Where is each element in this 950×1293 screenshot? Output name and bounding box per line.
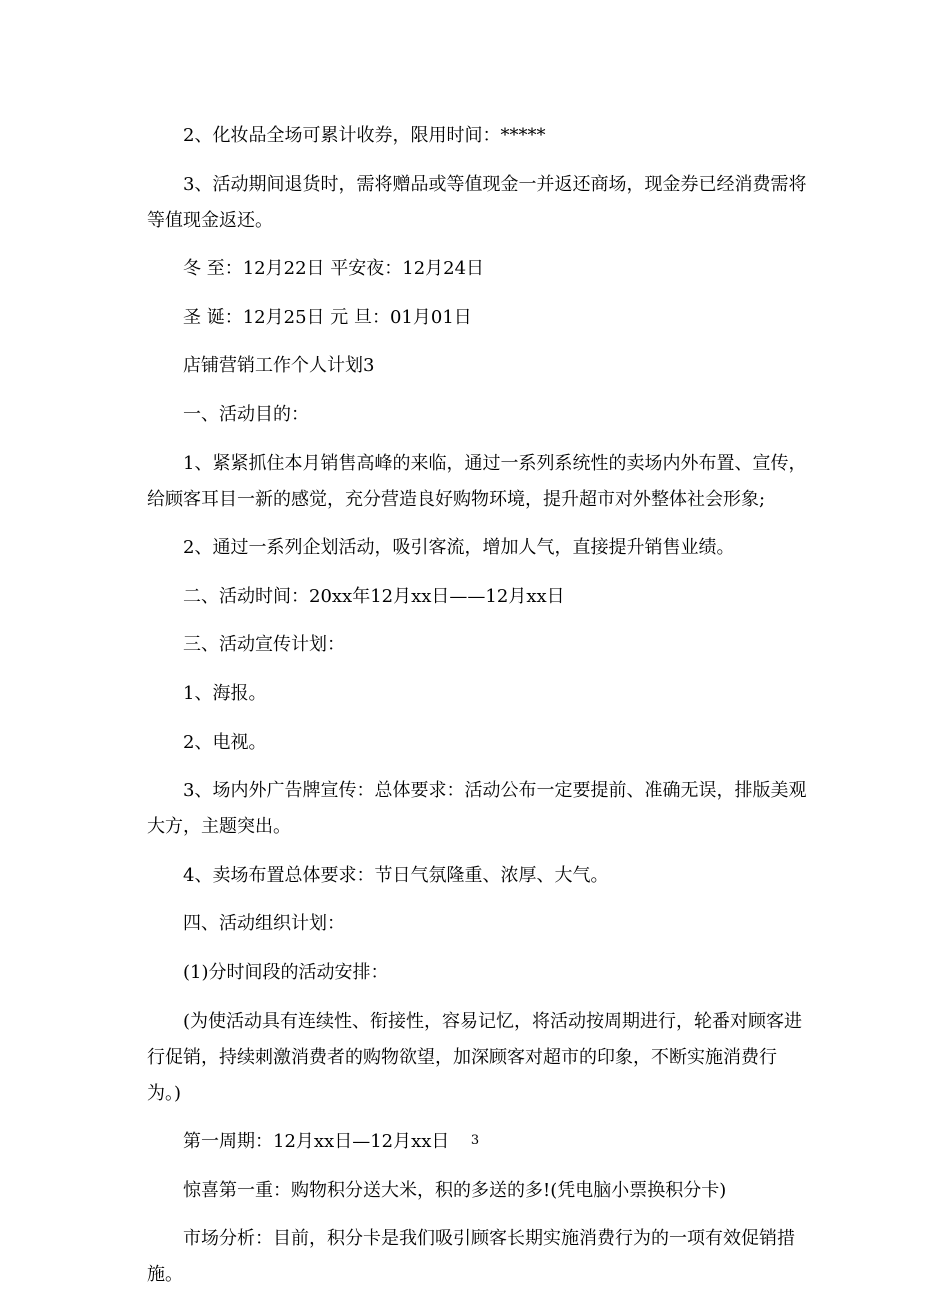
section-heading: 店铺营销工作个人计划3 [183,355,375,377]
paragraph: (1)分时间段的活动安排： [183,961,389,983]
paragraph: 3、活动期间退货时，需将赠品或等值现金一并返还商场，现金券已经消费需将等值现金返还。 [147,173,807,231]
paragraph: 4、卖场布置总体要求：节日气氛隆重、浓厚、大气。 [183,864,609,886]
paragraph: 圣 诞：12月25日 元 旦：01月01日 [183,306,472,328]
paragraph: 1、紧紧抓住本月销售高峰的来临，通过一系列系统性的卖场内外布置、宣传，给顾客耳目一新的感觉，充分营造良好购物环境，提升超市对外整体社会形象; [147,452,807,510]
paragraph: 1、海报。 [183,682,267,704]
paragraph: 惊喜第一重：购物积分送大米，积的多送的多!(凭电脑小票换积分卡) [183,1179,727,1201]
paragraph: 2、化妆品全场可累计收券，限用时间：***** [183,125,546,146]
section-heading: 二、活动时间：20xx年12月xx日——12月xx日 [183,585,565,607]
paragraph: 市场分析：目前，积分卡是我们吸引顾客长期实施消费行为的一项有效促销措施。 [147,1228,795,1286]
paragraph: 3、场内外广告牌宣传：总体要求：活动公布一定要提前、准确无误，排版美观大方，主题突出。 [147,780,807,838]
section-heading: 一、活动目的： [183,403,309,425]
paragraph: 第一周期：12月xx日—12月xx日 [183,1131,450,1153]
document-body [147,118,807,1293]
section-heading: 三、活动宣传计划： [183,634,345,656]
paragraph: (为使活动具有连续性、衔接性，容易记忆，将活动按周期进行，轮番对顾客进行促销，持续刺激消费者的购物欲望，加深顾客对超市的印象，不断实施消费行为。) [147,1010,803,1104]
paragraph: 2、通过一系列企划活动，吸引客流，增加人气，直接提升销售业绩。 [183,537,735,559]
page-number: 3 [470,1133,480,1148]
section-heading: 四、活动组织计划： [183,913,345,935]
paragraph: 冬 至：12月22日 平安夜：12月24日 [183,258,485,280]
paragraph: 2、电视。 [183,731,267,753]
